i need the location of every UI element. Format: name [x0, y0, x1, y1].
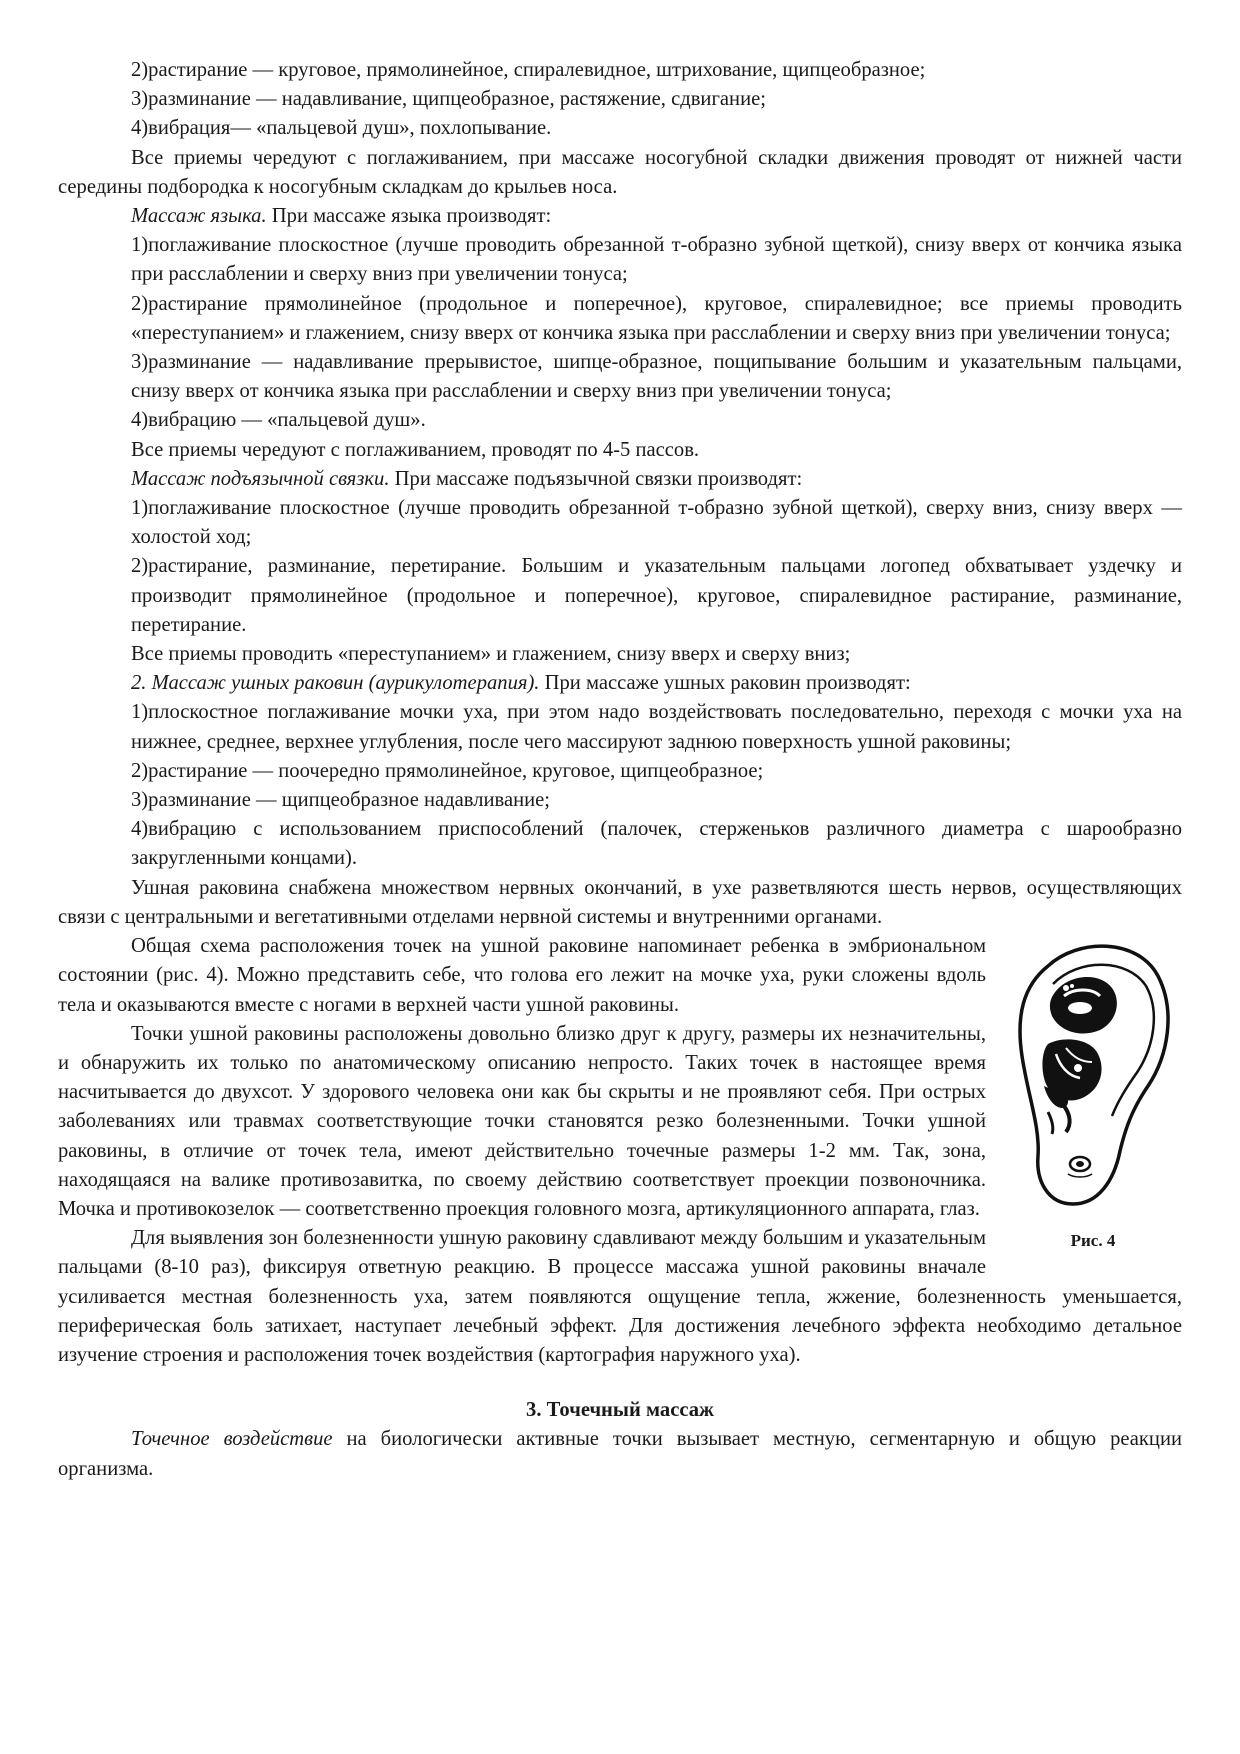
figure-caption: Рис. 4: [1070, 1231, 1116, 1251]
paragraph: [58, 1425, 1182, 1483]
subsection-intro: При массаже подъязычной связки производят:: [389, 467, 803, 490]
subsection-intro: При массаже ушных раковин производят:: [539, 672, 911, 695]
section-title: 3. Точечный массаж: [526, 1399, 714, 1422]
figure-4: [1008, 936, 1178, 1262]
figure-wrap-block: [58, 932, 1182, 1251]
list-item: 1)плоскостное поглаживание мочки уха, при этом надо воздействовать последовательно, переходя с мочки уха на нижнее, среднее, верхнее углубления, после чего массируют заднюю поверхность ушной раковины;: [131, 701, 1182, 753]
list-item: Все приемы проводить «переступанием» и глажением, снизу вверх и сверху вниз;: [131, 643, 851, 666]
paragraph: Все приемы чередуют с поглаживанием, при массаже носогубной складки движения проводят от нижней части середины подбородка к носогубным складкам до крыльев носа.: [58, 146, 1182, 198]
subsection-title: 2. Массаж ушных раковин (аурикулотерапия).: [131, 672, 540, 695]
subsection-ear: [58, 669, 1182, 698]
subsection-title: Массаж языка.: [131, 205, 267, 228]
subsection-title: Массаж подъязычной связки.: [131, 467, 390, 490]
subsection-intro: При массаже языка производят:: [266, 205, 552, 228]
list-item: 3)разминание — надавливание прерывистое, шипце-образное, пощипывание большим и указательным пальцами, снизу вверх от кончика языка при расслаблении и сверху вниз при увеличении тонуса;: [131, 351, 1182, 403]
paragraph: Общая схема расположения точек на ушной раковине напоминает ребенка в эмбриональном состоянии (рис. 4). Можно представить себе, что голова его лежит на мочке уха, руки сложены вдоль тела и оказываются вместе с ногами в верхней части ушной раковины.: [58, 935, 986, 1016]
list-item: 1)поглаживание плоскостное (лучше проводить обрезанной т-образно зубной щеткой), снизу вверх от кончика языка при расслаблении и сверху вниз при увеличении тонуса;: [131, 234, 1182, 286]
list-item: 4)вибрацию — «пальцевой душ».: [131, 409, 426, 432]
list-item: 2)растирание — поочередно прямолинейное, круговое, щипцеобразное;: [131, 759, 764, 782]
list-item: 2)растирание прямолинейное (продольное и поперечное), круговое, спиралевидное; все приемы проводить «переступанием» и глажением, снизу вверх от кончика языка при расслаблении и сверху вниз при увеличении тонуса;: [131, 292, 1182, 344]
ear-illustration-icon: [1008, 936, 1178, 1216]
list-item: 2)растирание — круговое, прямолинейное, спиралевидное, штрихование, щипцеобразное;: [131, 59, 926, 81]
list-item: 4)вибрация— «пальцевой душ», похлопывание.: [131, 117, 552, 140]
list-item: 2)растирание, разминание, перетирание. Большим и указательным пальцами логопед обхватывает уздечку и производит прямолинейное (продольное и поперечное), круговое, спиралевидное растирание, разминание, перетирание.: [131, 555, 1182, 636]
list-item: Все приемы чередуют с поглаживанием, проводят по 4-5 пассов.: [131, 438, 700, 461]
term: Точечное воздействие: [131, 1428, 333, 1451]
list-item: 3)разминание — щипцеобразное надавливание;: [131, 789, 551, 812]
subsection-tongue: [58, 202, 1182, 231]
list-item: 1)поглаживание плоскостное (лучше проводить обрезанной т-образно зубной щеткой), сверху вниз, снизу вверх — холостой ход;: [131, 497, 1182, 549]
paragraph-text: на биологически активные точки вызывает местную, сегментарную и общую реакции организма.: [58, 1428, 1182, 1480]
list-item: 4)вибрацию с использованием приспособлений (палочек, стерженьков различного диаметра с шарообразно закругленными концами).: [131, 818, 1182, 870]
paragraph: Ушная раковина снабжена множеством нервных окончаний, в ухе разветвляются шесть нервов, осуществляющих связи с центральными и вегетативными отделами нервной системы и внутренними органами.: [58, 876, 1182, 928]
paragraph: Точки ушной раковины расположены довольно близко друг к другу, размеры их незначительны, и обнаружить их только по анатомическому описанию непросто. Таких точек в настоящее время насчитывается до двухсот. У здорового человека они как бы скрыты и не проявляют себя. При острых заболеваниях или травмах соответствующие точки становятся резко болезненными. Точки ушной раковины, в отличие от точек тела, имеют действительно точечные размеры 1-2 мм. Так, зона, находящаяся на валике противозавитка, по своему действию соответствует проекции позвоночника. Мочка и противокозелок — соответственно проекция головного мозга, артикуляционного аппарата, глаз.: [58, 1022, 986, 1220]
subsection-frenum: [58, 465, 1182, 494]
list-item: 3)разминание — надавливание, щипцеобразное, растяжение, сдвигание;: [131, 88, 766, 111]
paragraph: Для выявления зон болезненности ушную раковину сдавливают между большим и указательным пальцами (8-10 раз), фиксируя ответную реакцию. В процессе массажа ушной раковины вначале усиливается местная болезненность уха, затем появляются ощущение тепла, жжение, болезненность уменьшается, периферическая боль затихает, наступает лечебный эффект. Для достижения лечебного эффекта необходимо детальное изучение строения и расположения точек воздействия (картография наружного уха).: [58, 1227, 1182, 1366]
